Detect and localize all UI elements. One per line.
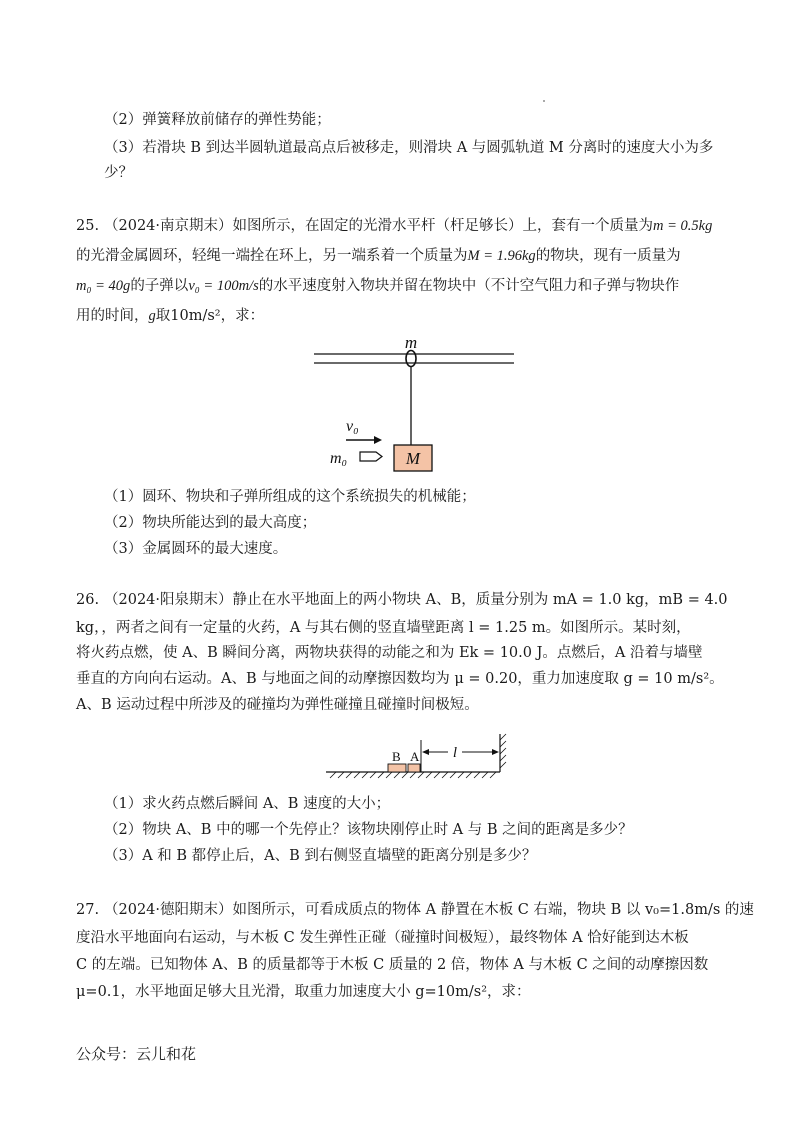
q25-figure [300,330,530,480]
scan-speck [543,100,545,102]
q25-g-value: 10m/s² [170,308,221,324]
q25-v0-value: v₀ = 100m/s [188,278,259,294]
v0-label: v₀ [346,418,359,435]
q26-line3: 将火药点燃，使 A、B 瞬间分离，两物块获得的动能之和为 Ek = 10.0 J。点燃后，A 沿着与墙壁 [76,645,703,661]
q27-line4: μ=0.1，水平地面足够大且光滑，取重力加速度大小 g=10m/s²，求： [76,984,531,1000]
q25-sub2: （2）物块所能达到的最大高度； [104,515,317,531]
q26-sub1: （1）求火药点燃后瞬间 A、B 速度的大小； [104,796,391,812]
q27-line3: C 的左端。已知物体 A、B 的质量都等于木板 C 质量的 2 倍，物体 A 与木板 C 之间的动摩擦因数 [76,957,709,973]
q25-M-value: M = 1.96kg [467,248,536,264]
m0-label: m₀ [330,450,348,467]
label-A: A [410,749,420,764]
block-B [388,764,406,772]
label-B: B [392,749,401,764]
q26-sub3: （3）A 和 B 都停止后，A、B 到右侧竖直墙壁的距离分别是多少？ [104,848,537,864]
q25-number: 25. [76,218,100,234]
q24-sub3-line2: 少？ [104,165,133,181]
ring-icon [406,351,416,367]
q26-line2: kg，，两者之间有一定量的火药，A 与其右侧的竖直墙壁距离 l = 1.25 m。如图所示。某时刻， [76,620,691,636]
q26-line4: 垂直的方向向右运动。A、B 与地面之间的动摩擦因数均为 μ = 0.20，重力加速度取 g = 10 m/s²。 [76,671,724,687]
q25-m0-value: m₀ = 40g [76,278,131,294]
q24-sub2: （2）弹簧释放前储存的弹性势能； [104,112,331,128]
q26-figure [320,732,520,782]
q25-m-value: m = 0.5kg [653,218,713,234]
q25-line1: （2024·南京期末）如图所示，在固定的光滑水平杆（杆足够长）上，套有一个质量为m = 0.5kg [104,218,713,234]
q26-line5: A、B 运动过程中所涉及的碰撞均为弹性碰撞且碰撞时间极短。 [76,697,479,713]
q24-sub3-line1: （3）若滑块 B 到达半圆轨道最高点后被移走，则滑块 A 与圆弧轨道 M 分离时的速度大小为多 [104,140,714,156]
q27-line1: （2024·德阳期末）如图所示，可看成质点的物体 A 静置在木板 C 右端，物块 B 以 v₀=1.8m/s 的速 [104,902,754,918]
q25-line3: m₀ = 40g的子弹以v₀ = 100m/s的水平速度射入物块并留在物块中（不计空气阻力和子弹与物块作 [76,278,680,294]
block-A [408,764,420,772]
q26-line1: （2024·阳泉期末）静止在水平地面上的两小物块 A、B，质量分别为 mA = 1.0 kg，mB = 4.0 [104,592,728,608]
q25-sub1: （1）圆环、物块和子弹所组成的这个系统损失的机械能； [104,489,476,505]
ring-m-label: m [404,333,418,352]
footer-account: 公众号：云儿和花 [76,1045,197,1063]
q25-sub3: （3）金属圆环的最大速度。 [104,541,288,557]
q27-number: 27. [76,902,100,918]
block-M-label: M [405,449,421,468]
q27-line2: 度沿水平地面向右运动，与木板 C 发生弹性正碰（碰撞时间极短），最终物体 A 恰好能到达木板 [76,930,689,946]
bullet-icon [360,452,382,461]
q26-number: 26. [76,592,100,608]
q25-line2: 的光滑金属圆环，轻绳一端拴在环上，另一端系着一个质量为M = 1.96kg的物块，现有一质量为 [76,248,681,264]
q25-line4: 用的时间，g取10m/s²，求： [76,308,265,324]
label-l: l [452,745,458,761]
q26-sub2: （2）物块 A、B 中的哪一个先停止？该物块刚停止时 A 与 B 之间的距离是多少？ [104,822,633,838]
